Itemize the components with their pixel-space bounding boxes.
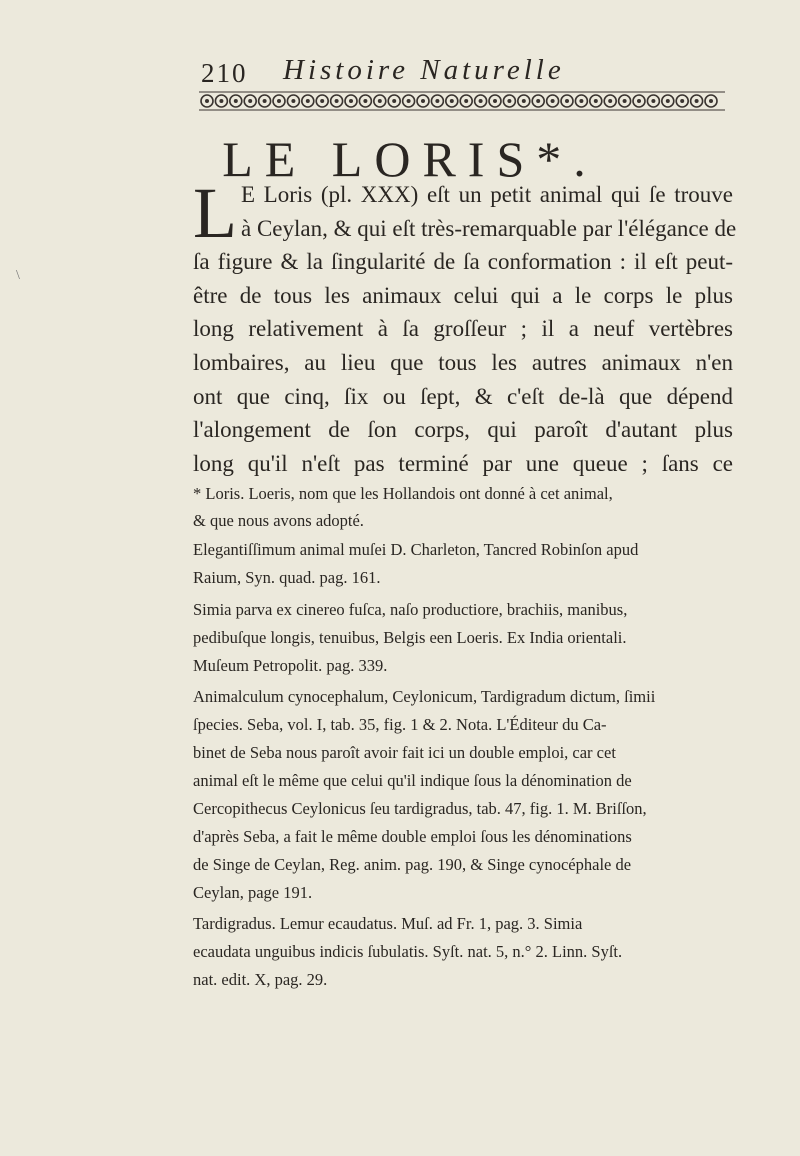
page-number: 210: [201, 58, 248, 88]
body-line: l'alongement de ſon corps, qui paroît d'autant plus: [193, 417, 733, 443]
footnote-line: Raium, Syn. quad. pag. 161.: [193, 568, 381, 587]
footnote-line: Cercopithecus Ceylonicus ſeu tardigradus, tab. 47, fig. 1. M. Briſſon,: [193, 799, 647, 818]
footnote-line: d'après Seba, a fait le même double emploi ſous les dénominations: [193, 827, 632, 846]
body-line: être de tous les animaux celui qui a le corps le plus: [193, 282, 733, 308]
margin-mark: \: [16, 268, 20, 283]
chapter-title: LE LORIS*.: [222, 131, 598, 187]
footnote-line: Muſeum Petropolit. pag. 339.: [193, 656, 388, 675]
body-line: ſa figure & la ſingularité de ſa conformation : il eſt peut-: [193, 249, 733, 275]
footnote-line: animal eſt le même que celui qu'il indique ſous la dénomination de: [193, 771, 632, 790]
ornament-band-icon: [199, 90, 725, 112]
footnote-line: * Loris. Loeris, nom que les Hollandois ont donné à cet animal,: [193, 484, 613, 503]
footnote-line: & que nous avons adopté.: [193, 511, 364, 530]
footnote-line: Simia parva ex cinereo fuſca, naſo productiore, brachiis, manibus,: [193, 600, 628, 619]
body-line: ont que cinq, ſix ou ſept, & c'eſt de-là que dépend: [193, 383, 733, 409]
footnote-line: ecaudata unguibus indicis ſubulatis. Syſt. nat. 5, n.° 2. Linn. Syſt.: [193, 942, 623, 961]
footnote-line: Tardigradus. Lemur ecaudatus. Muſ. ad Fr. 1, pag. 3. Simia: [193, 914, 583, 933]
footnote-line: nat. edit. X, pag. 29.: [193, 970, 328, 989]
running-title: Histoire Naturelle: [283, 54, 565, 86]
body-line: lombaires, au lieu que tous les autres animaux n'en: [193, 349, 733, 375]
body-line: long qu'il n'eſt pas terminé par une queue ; ſans ce: [193, 450, 733, 476]
footnote-line: pedibuſque longis, tenuibus, Belgis een Loeris. Ex India orientali.: [193, 628, 627, 647]
footnote-line: binet de Seba nous paroît avoir fait ici un double emploi, car cet: [193, 743, 616, 762]
drop-capital: L: [193, 173, 237, 253]
footnote-line: de Singe de Ceylan, Reg. anim. pag. 190, & Singe cynocéphale de: [193, 855, 632, 874]
footnote-line: Animalculum cynocephalum, Ceylonicum, Tardigradum dictum, ſimii: [193, 687, 656, 706]
body-text: [193, 173, 737, 480]
footnote-line: ſpecies. Seba, vol. I, tab. 35, fig. 1 & 2. Nota. L'Éditeur du Ca-: [193, 715, 607, 734]
running-head: [0, 52, 800, 92]
body-line: à Ceylan, & qui eſt très-remarquable par l'élégance de: [240, 215, 737, 241]
footnote-line: Elegantiſſimum animal muſei D. Charleton, Tancred Robinſon apud: [193, 540, 639, 559]
footnote-line: Ceylan, page 191.: [193, 883, 313, 902]
body-line: long relativement à ſa groſſeur ; il a neuf vertèbres: [193, 316, 733, 342]
body-line: E Loris (pl. XXX) eſt un petit animal qui ſe trouve: [240, 182, 733, 207]
